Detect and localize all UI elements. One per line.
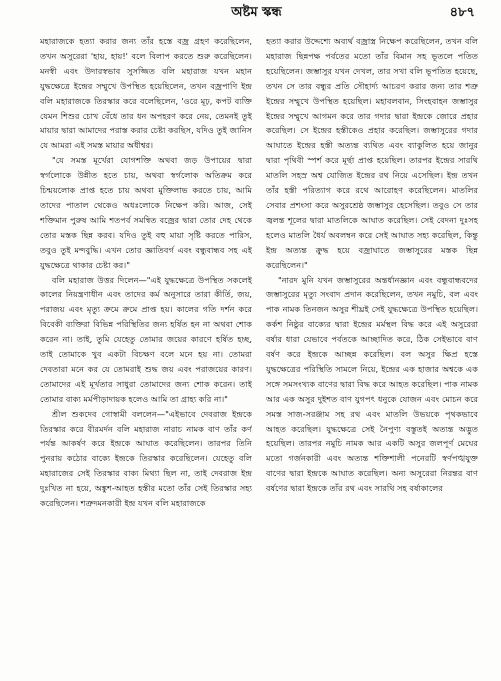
paragraph: শ্রীল শুকদেব গোস্বামী বললেন—"এইভাবে দেবরাজ ইন্দ্রকে তিরস্কার করে বীরমর্দন বলি মহারাজ নারাচ নামক বাণ তাঁর কর্ণ পর্যন্ত আকর্ষণ করে ইন্দ্রকে আঘাত করেছিলেন। তারপর তিনি পুনরায় কঠোর বাক্যে ইন্দ্রকে তিরস্কার করেছিলেন। যেহেতু বলি মহারাজের সেই তিরস্কার বাক্য মিথ্যা ছিল না, তাই দেবরাজ ইন্দ্র দুঃখিত না হয়ে, অঙ্কুশ-আহত হস্তীর মতো তাঁর সেই তিরস্কার সহ্য করেছিলেন। শত্রুদমনকারী ইন্দ্র যখন বলি মহারাজকে: [40, 408, 252, 509]
paragraph: "নারদ মুনি যখন জম্ভাসুরের অন্তর্ধানজ্ঞান এবং বন্ধুবান্ধবদের জম্ভাসুরের মৃত্যু সংবাদ প্রদান করেছিলেন, তখন নমুচি, বল এবং পাক নামক তিনজন অসুর শীঘ্রই সেই যুদ্ধক্ষেত্রে উপস্থিত হয়েছিল। কর্কশ নিষ্ঠুর বাক্যের দ্বারা ইন্দ্রের মর্মস্থল বিদ্ধ করে এই অসুরেরা বর্ষার ধারা যেভাবে পর্বতকে আচ্ছাদিত করে, ঠিক সেইভাবে বাণ বর্ষণ করে ইন্দ্রকে আচ্ছন্ন করেছিল। বল অসুর ক্ষিপ্র হস্তে যুদ্ধক্ষেত্রের পরিস্থিতি সামলে নিয়ে, ইন্দ্রের এক হাজার অশ্বকে এক সঙ্গে সমসংখ্যক বাণের দ্বারা বিদ্ধ করে আহত করেছিল। পাক নামক আর এক অসুর দুইশত বাণ যুগপৎ ধনুকে যোজন এবং মোচন করে সমস্ত সাজ-সরঞ্জাম সহ রথ এবং মাতলি উভয়কে পৃথকভাবে আহত করেছিল। যুদ্ধক্ষেত্রে সেই নৈপুণ্য বস্তুতই অত্যন্ত অদ্ভুত হয়েছিল। তারপর নমুচি নামক আর একটি অসুর জলপূর্ণ মেঘের মতো গর্জনকারী এবং অত্যন্ত শক্তিশালী পনেরটি স্বর্ণপঙ্খযুক্ত বাণের দ্বারা ইন্দ্রকে আঘাত করেছিল। অন্য অসুরেরা নিরন্তর বাণ বর্ষণের দ্বারা ইন্দ্রকে তাঁর রথ এবং সারথি সহ বর্ষাকালের: [266, 274, 478, 494]
left-column: [40, 34, 252, 677]
paragraph: মহারাজকে হত্যা করার জন্য তাঁর হস্তে বজ্র গ্রহণ করেছিলেন, তখন অসুরেরা 'হায়, হায়!' বলে বিলাপ করতে শুরু করেছিলেন। মনস্বী এবং উদারস্বভাব সুসজ্জিত বলি মহারাজ যখন মহান যুদ্ধক্ষেত্রে ইন্দ্রের সম্মুখে উপস্থিত হয়েছিলেন, তখন বজ্রপাণি ইন্দ্র বলি মহারাজকে তিরস্কার করে বলেছিলেন, 'ওরে মূঢ়, কপট ব্যক্তি যেমন শিশুর চোখ বেঁধে তার ধন অপহরণ করে নেয়, তেমনই তুই মায়ার দ্বারা আমাদের পরাস্ত করার চেষ্টা করছিস, যদিও তুই জানিস যে আমরা এই সমস্ত মায়ার অধীশ্বর।: [40, 36, 252, 151]
right-column: [266, 34, 478, 677]
paragraph: বলি মহারাজ উত্তর দিলেন—"এই যুদ্ধক্ষেত্রে উপস্থিত সকলেই কালের নিয়ন্ত্রণাধীন এবং তাদের কর্ম অনুসারে তারা কীর্তি, জয়, পরাজয় এবং মৃত্যু ক্রমে ক্রমে প্রাপ্ত হয়। কালের গতি দর্শন করে বিবেকী ব্যক্তিরা বিভিন্ন পরিস্থিতির জন্য হর্ষিত হন না অথবা শোক করেন না। তাই, তুমি যেহেতু তোমার জয়ের কারণে হর্ষিত হচ্ছ, তাই তোমাকে খুব একটা বিচক্ষণ বলে মনে হয় না। তোমরা দেবতারা মনে কর যে তোমরাই শুদ্ধ জয় এবং পরাজয়ের কারণ। তোমাদের এই মূর্খতার সাধুরা তোমাদের জন্য শোক করেন। তাই তোমার বাক্য মর্মপীড়াদায়ক হলেও আমি তা গ্রাহ্য করি না।": [40, 274, 252, 404]
paragraph: "যে সমস্ত মূর্খেরা যোগশক্তি অথবা জড় উপায়ের দ্বারা স্বর্গলোকে উন্নীত হতে চায়, অথবা স্বর্গলোক অতিক্রম করে চিন্ময়লোক প্রাপ্ত হতে চায় অথবা মুক্তিলাভ করতে চায়, আমি তাদের পাতাল থেকেও অধঃলোকে নিক্ষেপ করি। আজ, সেই শক্তিমান পুরুষ আমি শতপর্ব সমন্বিত বজ্রের দ্বারা তোর দেহ থেকে তোর মস্তক ছিন্ন করব। যদিও তুই বহু মায়া সৃষ্টি করতে পারিস, তবুও তুই মন্দবুদ্ধি। এখন তোর জ্ঞাতিবর্গ এবং বন্ধুবান্ধব সহ এই যুদ্ধক্ষেত্রে থাকার চেষ্টা কর।": [40, 155, 252, 270]
chapter-title: অষ্টম স্কন্ধ: [231, 4, 282, 20]
page-number: ৪৮৭: [449, 4, 475, 20]
text-columns: [40, 34, 478, 677]
page-header: [38, 2, 475, 24]
paragraph: হত্যা করার উদ্দেশ্যে অব্যর্থ বজ্রাস্ত্র নিক্ষেপ করেছিলেন, তখন বলি মহারাজ ছিন্নপক্ষ পর্বতের মতো তাঁর বিমান সহ ভূতলে পতিত হয়েছিলেন। জম্ভাসুর যখন দেখল, তার সখা বলি ভূপতিত হয়েছে, তখন সে তার বন্ধুর প্রতি সৌহার্দ্য আচরণ করার জন্য তার শত্রু ইন্দ্রের সম্মুখে উপস্থিত হয়েছিল। মহাবলবান, সিংহবাহন জম্ভাসুর ইন্দ্রের সম্মুখে আগমন করে তার গদার দ্বারা ইন্দ্রকে জোরে প্রহার করেছিল। সে ইন্দ্রের হস্তীকেও প্রহার করেছিল। জম্ভাসুরের গদার আঘাতে ইন্দ্রের হস্তী অত্যন্ত ব্যথিত এবং ব্যাকুলিত হয়ে জানুর দ্বারা পৃথিবী স্পর্শ করে মূর্ছা প্রাপ্ত হয়েছিল। তারপর ইন্দ্রের সারথি মাতলি সহস্র অশ্ব যোজিত ইন্দ্রের রথ নিয়ে এসেছিল। ইন্দ্র তখন তাঁর হস্তী পরিত্যাগ করে রথে আরোহণ করেছিলেন। মাতলির সেবার প্রশংসা করে অসুরশ্রেষ্ঠ জম্ভাসুর হেসেছিল। তবুও সে তার জ্বলন্ত শূলের দ্বারা মাতলিকে আঘাত করেছিল। সেই বেদনা দুঃসহ হলেও মাতলি ধৈর্য অবলম্বন করে সেই আঘাত সহ্য করেছিল, কিন্তু ইন্দ্র অত্যন্ত ক্রুদ্ধ হয়ে বজ্রাঘাতে জম্ভাসুরের মস্তক ছিন্ন করেছিলেন।": [266, 36, 478, 270]
